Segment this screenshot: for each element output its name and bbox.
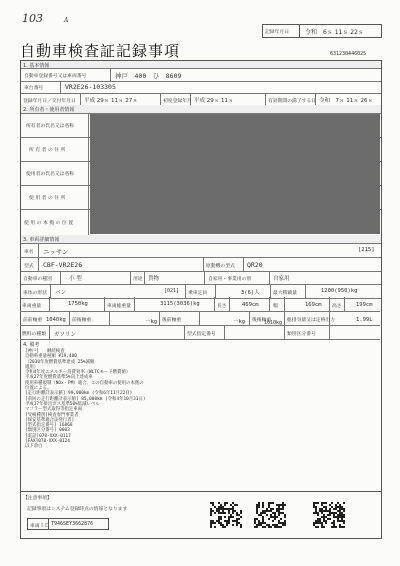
first-year-label: 初度登録年月	[163, 99, 192, 104]
capacity-value: 3(6)人	[241, 290, 260, 296]
gross-label: 車両総重量	[107, 304, 131, 309]
fuel-row	[20, 325, 380, 340]
user-address-label: 使 用 者 の 住 所	[29, 196, 66, 201]
weight-label: 車両重量	[22, 304, 42, 309]
section-vehicle-title: 3. 車両詳細情報	[23, 237, 60, 243]
height-label: 高さ	[332, 304, 342, 309]
fuel-value: ガソリン	[54, 332, 77, 338]
weight-value: 1750kg	[68, 301, 88, 307]
mid-axle-label: 前後軸重	[72, 318, 92, 323]
use-value: 貨物	[148, 276, 160, 282]
qr-code-1	[210, 502, 242, 528]
body-label: 車体の形状	[23, 291, 47, 296]
front-axle-value: 1040kg	[46, 317, 66, 323]
length-value: 469cm	[242, 302, 259, 308]
rear1-axle-value: －kg	[233, 319, 246, 325]
fuel-label: 燃料の種類	[22, 332, 46, 337]
notes-text: 記録事項はシステム登録時点の情報となります	[27, 507, 128, 512]
notes-section	[20, 492, 382, 539]
expiry-label: 有効期間の満了する日	[268, 99, 316, 104]
name-value: ニッサン	[43, 248, 69, 256]
chassis-value: VR2E26-103305	[65, 83, 116, 91]
first-reg-value: 平成 29ｓ 11ｓ 27ｓ	[84, 98, 138, 104]
width-value: 169cm	[305, 302, 322, 308]
kind-value: 小 型	[69, 276, 82, 282]
qr-code-2	[254, 502, 286, 528]
usage-value: 自家用	[273, 276, 290, 282]
height-value: 199cm	[356, 302, 373, 308]
page-title: 自動車検査証記録事項	[20, 42, 181, 60]
owner-name-label: 所有者の氏名又は名称	[26, 124, 74, 129]
max-load-label: 最大積載量	[273, 291, 297, 296]
record-date-label: 記録年月日	[265, 30, 289, 35]
user-name-label: 使用者の氏名又は名称	[26, 172, 74, 177]
name-code: [215]	[358, 247, 375, 253]
owner-address-label: 所 有 者 の 住 所	[29, 148, 66, 153]
first-year-value: 平成 29ｓ 11ｓ	[194, 98, 234, 104]
model-row	[21, 257, 381, 272]
vehicle-id-label: 車両ＩＤ	[30, 523, 50, 529]
length-label: 長さ	[217, 304, 227, 309]
axle-row	[20, 311, 380, 326]
type-no-label: 型式指定番号	[187, 332, 216, 337]
record-date-value: 令和 6ｓ 11ｓ 22ｓ	[305, 29, 364, 36]
name-label: 車名	[24, 250, 34, 255]
width-label: 幅	[273, 304, 278, 309]
plate-label: 自動車登録番号又は車両番号	[24, 74, 87, 79]
mid-axle-value: －kg	[145, 319, 158, 325]
class-no-label: 類別区分番号	[287, 332, 316, 337]
rear2-axle-value: 1010kg	[264, 320, 283, 326]
base-label: 使 用 の 本 拠 の 位 置	[24, 221, 74, 226]
record-date-box	[262, 24, 382, 38]
body-code: [021]	[164, 288, 180, 294]
rear1-axle-label: 後前軸重	[162, 318, 182, 323]
rear2-axle-label: 後後軸重	[252, 318, 272, 323]
engine-label: 原動機の型式	[206, 264, 235, 269]
front-axle-label: 前前軸重	[23, 318, 43, 323]
section-basic-title: 1. 基本情報	[23, 63, 50, 69]
vehicle-name-row	[21, 243, 381, 258]
handwritten-mark: A	[64, 17, 69, 24]
remarks-text: [神戸] 継続検査 自動車重量税額 ¥19,400 （2030年度燃費基準達成 25%減額 適用） 令和4年度エネルギー消費効率（WLTCモード燃費値） 平成27年度燃費基準5%向上達成車 使用車種規制（NOx・PM）適合、この自動車の使用の本拠の 位置による。 [走行距離計表示値] 99,000km (令和6年11月22日) [前回の走行距離計表示値] 85,000km (令和4年10月31日) 平成17年排出ガス基準50%低減レベル マフラー型式取得等指定車両 [受検種別]検査専門事業者 [保安基準適合証発行者] [型式指定番号] 16868 [類別区分番号] 0003 [電話]078-XXX-0117 [FAX]078-XXX-0124 以下余白	[25, 349, 146, 450]
section-remarks-title: 4. 備考	[23, 342, 40, 348]
model-label: 型式	[24, 264, 34, 269]
plate-value: 神戸 400 ひ 8609	[115, 72, 182, 80]
section-owner-title: 2. 所有者・使用者情報	[23, 107, 75, 113]
usage-label: 自家用・事業用の別	[208, 277, 252, 282]
vehicle-id-value: T946SEY3662876	[51, 521, 94, 527]
qr-code-3	[313, 502, 345, 528]
body-value: バン	[55, 290, 67, 296]
first-reg-label: 登録年月日／交付年月日	[23, 99, 76, 104]
redacted-block	[90, 114, 380, 234]
model-value: CBF-VR2E26	[43, 261, 83, 269]
weight-row	[20, 297, 380, 312]
displacement-label: 総排気量又は定格出力	[287, 318, 335, 323]
plate-row	[21, 68, 381, 82]
chassis-label: 車台番号	[24, 86, 44, 91]
handwritten-code: 103	[22, 12, 43, 25]
displacement-value: 1.99L	[356, 317, 373, 323]
use-label: 用途	[133, 277, 143, 282]
gross-value: 3115(3036)kg	[160, 301, 200, 307]
max-load-value: 1200(950)kg	[321, 288, 358, 294]
kind-row	[21, 271, 381, 285]
document-frame	[20, 60, 382, 492]
dimension-block	[20, 297, 380, 339]
engine-value: QR20	[247, 261, 263, 269]
expiry-value: 令和 7ｓ 11ｓ 26ｓ	[319, 98, 373, 104]
doc-number: 631230446025	[330, 51, 367, 57]
capacity-label: 乗車定員	[188, 291, 208, 296]
notes-title: 【注意事項】	[23, 496, 52, 501]
kind-label: 自動車の種別	[23, 277, 52, 282]
vehicle-id-box	[27, 518, 109, 530]
